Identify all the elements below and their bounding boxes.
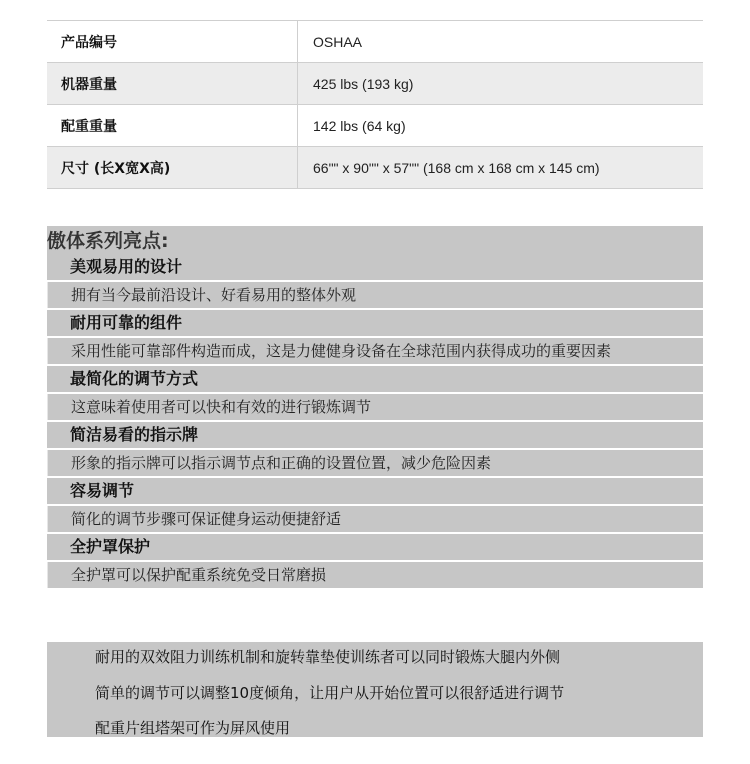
highlight-heading: 简洁易看的指示牌 [47,422,703,448]
highlight-description: 采用性能可靠部件构造而成，这是力健健身设备在全球范围内获得成功的重要因素 [47,338,703,364]
highlight-heading: 全护罩保护 [47,534,703,560]
highlight-description: 拥有当今最前沿设计、好看易用的整体外观 [47,282,703,308]
spec-label: 机器重量 [47,63,298,105]
highlight-description: 形象的指示牌可以指示调节点和正确的设置位置，减少危险因素 [47,450,703,476]
highlight-heading: 耐用可靠的组件 [47,310,703,336]
highlight-item [47,254,703,308]
spec-row-dimensions [47,147,703,189]
spec-label: 产品编号 [47,21,298,63]
features-section [47,642,703,737]
highlight-heading: 容易调节 [47,478,703,504]
spec-label: 尺寸 (长X宽X高) [47,147,298,189]
feature-line: 配重片组塔架可作为屏风使用 [95,719,291,737]
highlight-description: 这意味着使用者可以快和有效的进行锻炼调节 [47,394,703,420]
spec-value: 425 lbs (193 kg) [298,63,704,105]
spec-row-machine-weight [47,63,703,105]
highlight-heading: 最简化的调节方式 [47,366,703,392]
highlight-item [47,366,703,420]
spec-value: 66"" x 90"" x 57"" (168 cm x 168 cm x 145 cm) [298,147,704,189]
spec-label: 配重重量 [47,105,298,147]
highlight-description: 全护罩可以保护配重系统免受日常磨损 [47,562,703,588]
feature-line: 简单的调节可以调整10度倾角，让用户从开始位置可以很舒适进行调节 [95,684,565,702]
highlight-description: 简化的调节步骤可保证健身运动便捷舒适 [47,506,703,532]
highlights-section [47,226,703,590]
spec-row-stack-weight [47,105,703,147]
highlight-item [47,534,703,588]
feature-line: 耐用的双效阻力训练机制和旋转靠垫使训练者可以同时锻炼大腿内外侧 [95,648,561,666]
highlight-heading: 美观易用的设计 [47,254,703,280]
highlights-title: 傲体系列亮点: [47,226,703,254]
spec-row-product-number [47,21,703,63]
spec-value: 142 lbs (64 kg) [298,105,704,147]
highlight-item [47,310,703,364]
highlight-item [47,478,703,532]
highlight-item [47,422,703,476]
spec-value: OSHAA [298,21,704,63]
spec-table [47,20,703,189]
